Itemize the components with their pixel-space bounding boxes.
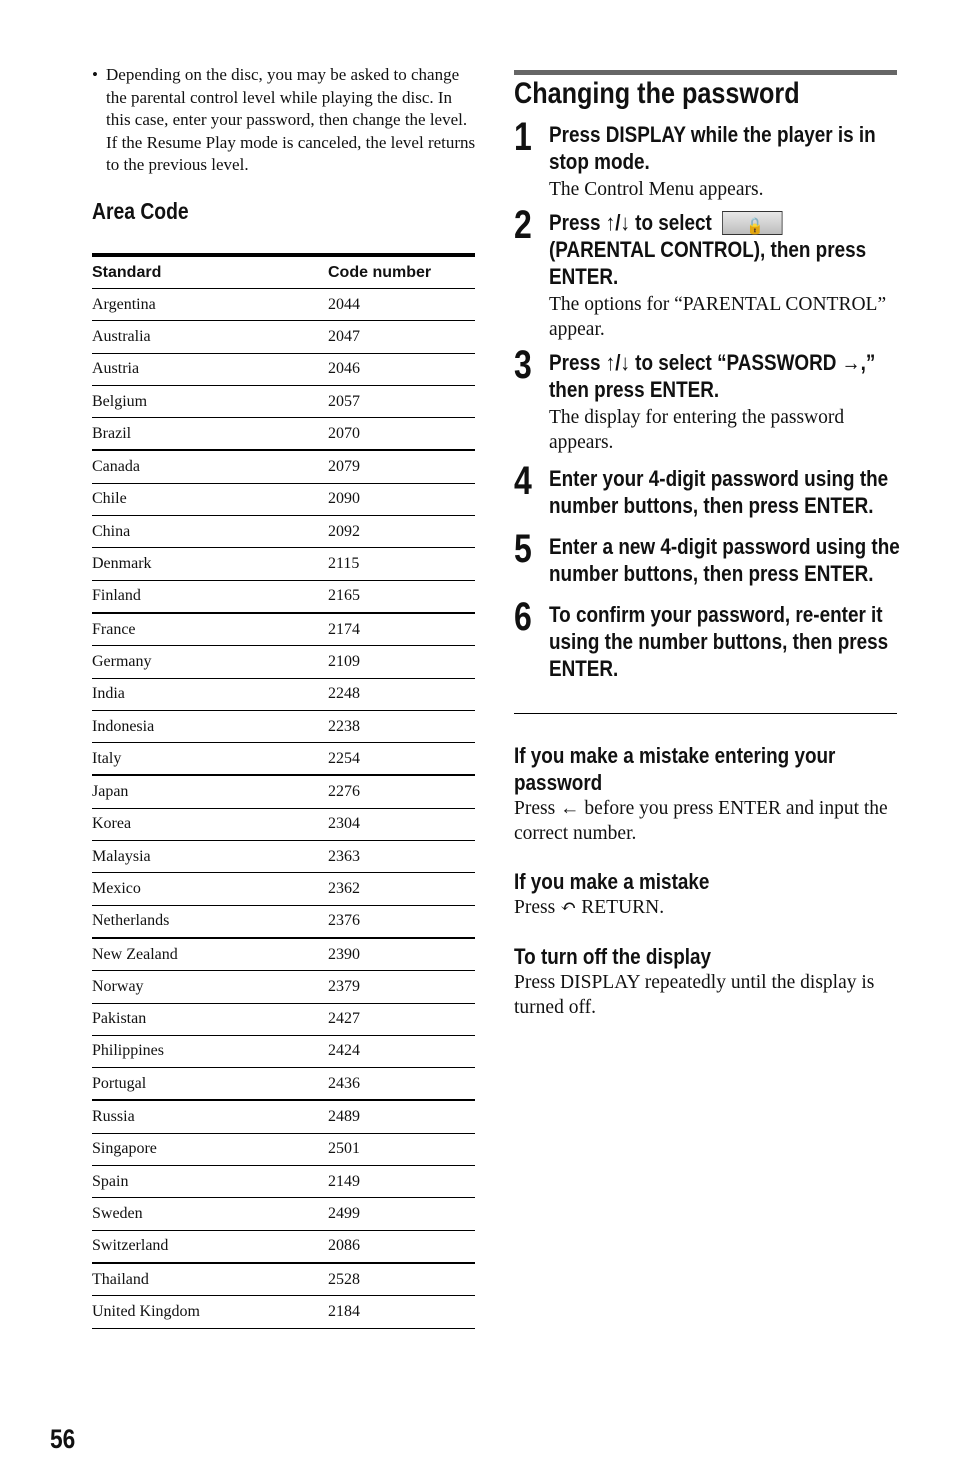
section-title: Changing the password xyxy=(514,77,800,110)
tip-mistake-password xyxy=(514,742,897,846)
country-cell: Chile xyxy=(92,483,328,515)
country-cell: United Kingdom xyxy=(92,1296,328,1328)
section-rule xyxy=(514,70,897,75)
code-cell: 2528 xyxy=(328,1263,475,1296)
section-divider xyxy=(514,713,897,714)
table-row xyxy=(92,1198,475,1230)
code-cell: 2238 xyxy=(328,710,475,742)
code-cell: 2086 xyxy=(328,1230,475,1263)
step-number: 5 xyxy=(514,527,532,571)
country-cell: Thailand xyxy=(92,1263,328,1296)
step-body: The options for “PARENTAL CONTROL” appear. xyxy=(549,294,887,340)
table-row xyxy=(92,483,475,515)
note-bullet xyxy=(92,64,476,177)
country-cell: Portugal xyxy=(92,1068,328,1101)
table-row xyxy=(92,450,475,483)
code-cell: 2501 xyxy=(328,1133,475,1165)
step-6 xyxy=(514,595,897,682)
table-row xyxy=(92,873,475,905)
code-cell: 2092 xyxy=(328,516,475,548)
code-cell: 2165 xyxy=(328,580,475,613)
table-row xyxy=(92,385,475,417)
country-cell: China xyxy=(92,516,328,548)
code-cell: 2115 xyxy=(328,548,475,580)
country-cell: Canada xyxy=(92,450,328,483)
step-number: 1 xyxy=(514,115,532,159)
table-row xyxy=(92,1296,475,1328)
country-cell: Malaysia xyxy=(92,841,328,873)
table-row xyxy=(92,321,475,353)
table-row xyxy=(92,418,475,451)
step-2 xyxy=(514,203,897,342)
code-cell: 2390 xyxy=(328,938,475,971)
step-5 xyxy=(514,527,900,587)
step-1 xyxy=(514,115,897,202)
country-cell: Belgium xyxy=(92,385,328,417)
code-cell: 2070 xyxy=(328,418,475,451)
tip-mistake xyxy=(514,868,897,920)
note-text: Depending on the disc, you may be asked to change the parental control level while playing the disc. In this case, enter your password, then change the level. If the Resume Play mode is canceled, the level returns to the previous level. xyxy=(106,65,476,175)
code-cell: 2304 xyxy=(328,808,475,840)
country-cell: New Zealand xyxy=(92,938,328,971)
table-row xyxy=(92,548,475,580)
table-row xyxy=(92,971,475,1003)
step-number: 3 xyxy=(514,343,532,387)
table-row xyxy=(92,1035,475,1067)
code-cell: 2499 xyxy=(328,1198,475,1230)
table-row xyxy=(92,353,475,385)
code-cell: 2174 xyxy=(328,613,475,646)
right-column xyxy=(514,70,900,1018)
country-cell: Finland xyxy=(92,580,328,613)
step-heading: Press ↑/↓ to select “PASSWORD →,” then press ENTER. xyxy=(549,350,876,402)
code-cell: 2057 xyxy=(328,385,475,417)
code-cell: 2427 xyxy=(328,1003,475,1035)
table-row xyxy=(92,646,475,678)
table-row xyxy=(92,743,475,776)
step-heading-part-b: (PARENTAL CONTROL), then press ENTER. xyxy=(549,237,867,289)
country-cell: Australia xyxy=(92,321,328,353)
country-cell: Spain xyxy=(92,1166,328,1198)
country-cell: Korea xyxy=(92,808,328,840)
table-header-row xyxy=(92,255,475,289)
column-header-standard: Standard xyxy=(92,255,328,289)
code-cell: 2109 xyxy=(328,646,475,678)
country-cell: Denmark xyxy=(92,548,328,580)
code-cell: 2149 xyxy=(328,1166,475,1198)
step-heading: Press DISPLAY while the player is in stop mode. xyxy=(549,122,876,174)
table-row xyxy=(92,938,475,971)
code-cell: 2184 xyxy=(328,1296,475,1328)
step-heading-part-a: Press ↑/↓ to select xyxy=(549,210,712,235)
code-cell: 2046 xyxy=(328,353,475,385)
code-cell: 2276 xyxy=(328,775,475,808)
tip-heading: If you make a mistake xyxy=(514,869,710,894)
table-body xyxy=(92,289,475,1329)
table-row xyxy=(92,516,475,548)
code-cell: 2254 xyxy=(328,743,475,776)
code-cell: 2379 xyxy=(328,971,475,1003)
table-row xyxy=(92,1133,475,1165)
table-row xyxy=(92,613,475,646)
country-cell: Indonesia xyxy=(92,710,328,742)
table-row xyxy=(92,1166,475,1198)
country-cell: Argentina xyxy=(92,289,328,321)
table-row xyxy=(92,1100,475,1133)
code-cell: 2489 xyxy=(328,1100,475,1133)
code-cell: 2044 xyxy=(328,289,475,321)
country-cell: Mexico xyxy=(92,873,328,905)
tip-heading: To turn off the display xyxy=(514,944,712,969)
table-row xyxy=(92,841,475,873)
table-row xyxy=(92,1003,475,1035)
country-cell: France xyxy=(92,613,328,646)
country-cell: Norway xyxy=(92,971,328,1003)
table-row xyxy=(92,808,475,840)
table-row xyxy=(92,678,475,710)
table-row xyxy=(92,710,475,742)
table-row xyxy=(92,580,475,613)
country-cell: Philippines xyxy=(92,1035,328,1067)
code-cell: 2090 xyxy=(328,483,475,515)
column-header-code: Code number xyxy=(328,255,475,289)
step-body: The display for entering the password appears. xyxy=(549,407,845,453)
table-row xyxy=(92,1068,475,1101)
country-cell: Brazil xyxy=(92,418,328,451)
step-number: 4 xyxy=(514,459,532,503)
lock-icon: 🔒 xyxy=(746,218,764,235)
country-cell: Japan xyxy=(92,775,328,808)
table-row xyxy=(92,1263,475,1296)
country-cell: Netherlands xyxy=(92,905,328,938)
country-cell: India xyxy=(92,678,328,710)
table-row xyxy=(92,289,475,321)
area-code-table xyxy=(92,253,475,1329)
tip-turn-off-display xyxy=(514,943,897,1020)
step-heading xyxy=(549,209,893,290)
page-number: 56 xyxy=(50,1424,76,1454)
tip-body: Press DISPLAY repeatedly until the display is turned off. xyxy=(514,972,875,1018)
country-cell: Austria xyxy=(92,353,328,385)
area-code-heading: Area Code xyxy=(92,198,189,224)
step-number: 2 xyxy=(514,203,532,247)
code-cell: 2248 xyxy=(328,678,475,710)
code-cell: 2047 xyxy=(328,321,475,353)
country-cell: Sweden xyxy=(92,1198,328,1230)
code-cell: 2363 xyxy=(328,841,475,873)
code-cell: 2436 xyxy=(328,1068,475,1101)
table-row xyxy=(92,1230,475,1263)
country-cell: Italy xyxy=(92,743,328,776)
step-body: The Control Menu appears. xyxy=(549,179,764,200)
country-cell: Pakistan xyxy=(92,1003,328,1035)
step-heading: To confirm your password, re-enter it using the number buttons, then press ENTER. xyxy=(549,602,889,681)
step-heading: Enter a new 4-digit password using the number buttons, then press ENTER. xyxy=(549,534,900,586)
bullet-dot: • xyxy=(92,65,98,84)
tip-body: Press ↶ RETURN. xyxy=(514,897,665,918)
country-cell: Germany xyxy=(92,646,328,678)
step-heading: Enter your 4-digit password using the number buttons, then press ENTER. xyxy=(549,466,889,518)
table-row xyxy=(92,905,475,938)
table-row xyxy=(92,775,475,808)
step-3 xyxy=(514,343,897,455)
step-4 xyxy=(514,459,897,519)
code-cell: 2424 xyxy=(328,1035,475,1067)
code-cell: 2376 xyxy=(328,905,475,938)
parental-control-menu-icon xyxy=(722,211,782,235)
code-cell: 2079 xyxy=(328,450,475,483)
country-cell: Singapore xyxy=(92,1133,328,1165)
step-number: 6 xyxy=(514,595,532,639)
country-cell: Switzerland xyxy=(92,1230,328,1263)
country-cell: Russia xyxy=(92,1100,328,1133)
left-column xyxy=(92,64,476,1320)
tip-heading: If you make a mistake entering your password xyxy=(514,743,836,795)
tip-body: Press ← before you press ENTER and input the correct number. xyxy=(514,798,888,844)
code-cell: 2362 xyxy=(328,873,475,905)
